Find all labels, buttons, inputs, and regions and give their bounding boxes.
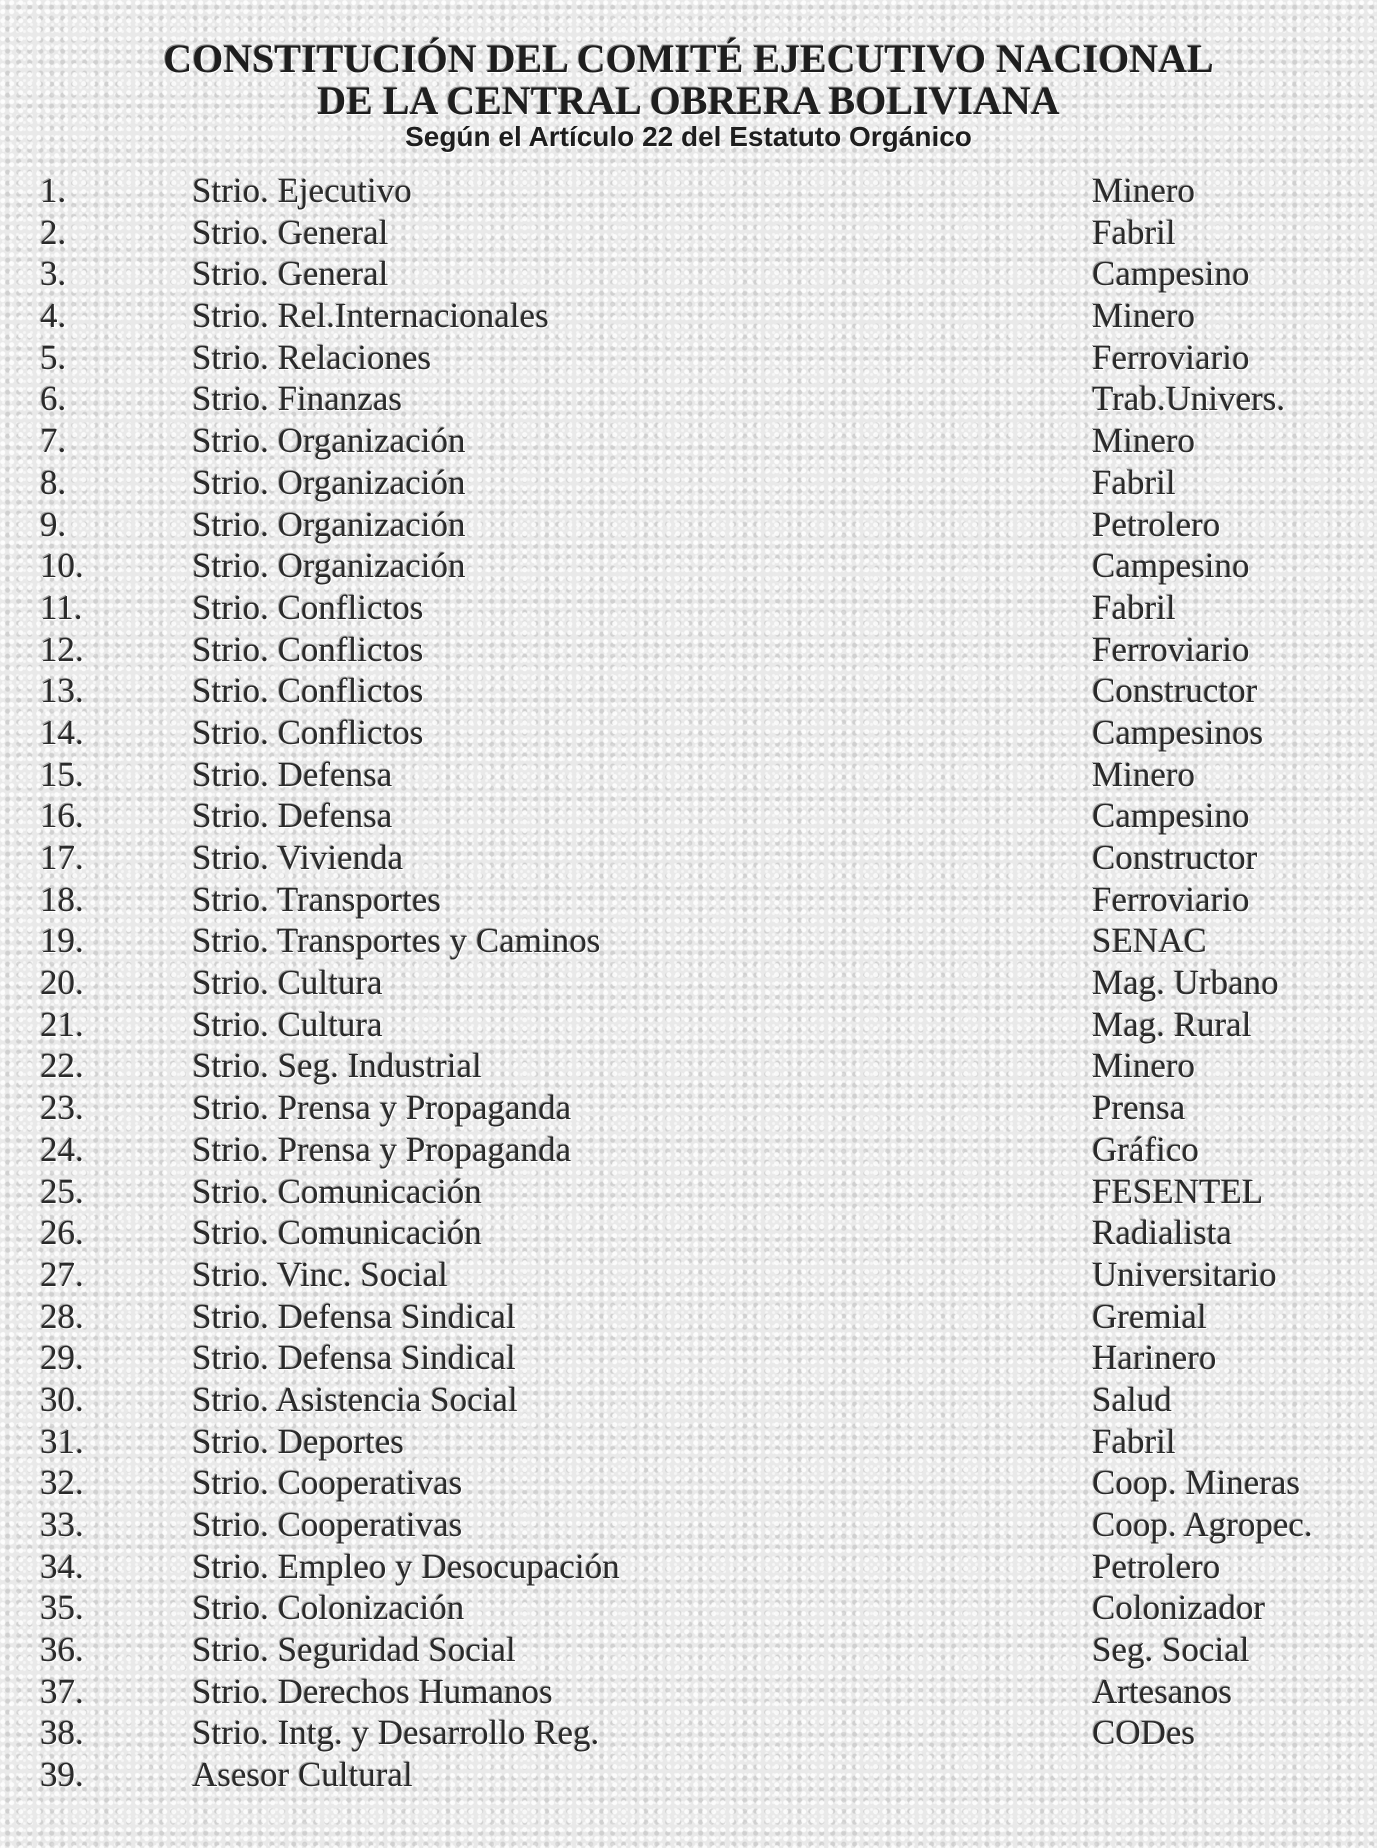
- item-position: Strio. Comunicación: [192, 1171, 482, 1211]
- document-title-line-1: CONSTITUCIÓN DEL COMITÉ EJECUTIVO NACIONAL: [163, 36, 1214, 81]
- item-position: Strio. Vivienda: [192, 838, 404, 877]
- item-sector: Fabril: [1092, 1421, 1176, 1461]
- item-number: 29.: [40, 1338, 84, 1378]
- list-item: [0, 295, 1377, 337]
- item-sector: Campesino: [1092, 546, 1250, 586]
- list-item: [0, 1212, 1377, 1254]
- item-sector: Fabril: [1092, 462, 1176, 502]
- item-position: Strio. Conflictos: [192, 712, 424, 752]
- list-item: [0, 1587, 1377, 1629]
- item-position: Strio. Defensa: [192, 796, 393, 836]
- list-item: [0, 1337, 1377, 1379]
- list-item: [0, 1671, 1377, 1713]
- item-sector: Gráfico: [1092, 1129, 1199, 1169]
- item-position: Strio. Intg. y Desarrollo Reg.: [192, 1713, 600, 1753]
- list-item: [0, 1087, 1377, 1129]
- item-position: Strio. Conflictos: [192, 587, 424, 627]
- list-item: [0, 212, 1377, 254]
- item-number: 20.: [40, 963, 84, 1003]
- item-number: 30.: [40, 1379, 84, 1419]
- item-sector: Constructor: [1092, 838, 1258, 877]
- item-position: Strio. Prensa y Propaganda: [192, 1088, 572, 1128]
- item-number: 22.: [40, 1046, 84, 1086]
- list-item: [0, 1629, 1377, 1671]
- list-item: [0, 1712, 1377, 1754]
- item-position: Strio. Vinc. Social: [192, 1254, 448, 1294]
- item-number: 16.: [40, 796, 84, 836]
- item-position: Strio. Relaciones: [192, 337, 432, 377]
- item-sector: Campesinos: [1092, 712, 1264, 752]
- item-position: Strio. Cultura: [192, 963, 383, 1003]
- item-number: 17.: [40, 838, 84, 877]
- item-position: Strio. Conflictos: [192, 629, 424, 669]
- item-number: 23.: [40, 1088, 84, 1128]
- list-item: [0, 879, 1377, 921]
- item-position: Strio. Defensa: [192, 754, 393, 794]
- item-sector: Campesino: [1092, 796, 1250, 836]
- document-subtitle: Según el Artículo 22 del Estatuto Orgánico: [405, 121, 972, 152]
- item-sector: Trab.Univers.: [1092, 379, 1286, 419]
- item-position: Strio. Defensa Sindical: [192, 1296, 516, 1336]
- item-sector: Gremial: [1092, 1296, 1207, 1336]
- list-item: [0, 420, 1377, 462]
- item-number: 35.: [40, 1588, 84, 1628]
- list-item: [0, 1296, 1377, 1338]
- list-item: [0, 170, 1377, 212]
- item-sector: Coop. Agropec.: [1092, 1505, 1313, 1544]
- item-sector: Minero: [1092, 171, 1196, 210]
- item-number: 28.: [40, 1296, 84, 1336]
- item-position: Strio. Ejecutivo: [192, 171, 412, 210]
- item-number: 1.: [40, 171, 67, 210]
- item-number: 32.: [40, 1463, 84, 1503]
- item-number: 13.: [40, 671, 84, 711]
- list-item: [0, 837, 1377, 879]
- item-position: Strio. Conflictos: [192, 671, 424, 711]
- item-number: 14.: [40, 712, 84, 752]
- list-item: [0, 378, 1377, 420]
- committee-list: [0, 170, 1377, 1796]
- item-position: Strio. Colonización: [192, 1588, 465, 1628]
- item-number: 10.: [40, 546, 84, 586]
- item-position: Strio. Seg. Industrial: [192, 1046, 482, 1086]
- list-item: [0, 545, 1377, 587]
- list-item: [0, 1504, 1377, 1546]
- item-number: 11.: [40, 587, 83, 627]
- list-item: [0, 337, 1377, 379]
- item-sector: Minero: [1092, 296, 1196, 336]
- item-position: Strio. Comunicación: [192, 1213, 482, 1253]
- list-item: [0, 1171, 1377, 1213]
- item-number: 38.: [40, 1713, 84, 1753]
- item-sector: Petrolero: [1092, 1546, 1221, 1586]
- item-sector: Universitario: [1092, 1254, 1277, 1294]
- item-number: 4.: [40, 296, 67, 336]
- item-number: 27.: [40, 1254, 84, 1294]
- list-item: [0, 962, 1377, 1004]
- item-position: Strio. Organización: [192, 504, 466, 544]
- item-position: Strio. Cooperativas: [192, 1505, 463, 1544]
- item-number: 9.: [40, 504, 67, 544]
- list-item: [0, 587, 1377, 629]
- list-item: [0, 795, 1377, 837]
- item-position: Strio. Organización: [192, 462, 466, 502]
- item-number: 2.: [40, 212, 67, 252]
- item-position: Strio. Cooperativas: [192, 1463, 463, 1503]
- item-sector: Minero: [1092, 754, 1196, 794]
- item-position: Strio. Deportes: [192, 1421, 404, 1461]
- item-sector: SENAC: [1092, 921, 1207, 961]
- item-number: 3.: [40, 254, 67, 294]
- item-sector: Ferroviario: [1092, 337, 1250, 377]
- item-sector: CODes: [1092, 1713, 1196, 1753]
- item-position: Strio. Organización: [192, 546, 466, 586]
- item-number: 31.: [40, 1421, 84, 1461]
- item-position: Strio. Organización: [192, 421, 466, 461]
- item-number: 25.: [40, 1171, 84, 1211]
- list-item: [0, 253, 1377, 295]
- item-position: Strio. Defensa Sindical: [192, 1338, 516, 1378]
- item-sector: Salud: [1092, 1379, 1172, 1419]
- item-position: Strio. Prensa y Propaganda: [192, 1129, 572, 1169]
- item-number: 5.: [40, 337, 67, 377]
- item-sector: Seg. Social: [1092, 1630, 1250, 1670]
- item-sector: Minero: [1092, 421, 1196, 461]
- item-position: Strio. Derechos Humanos: [192, 1671, 553, 1711]
- item-position: Strio. Transportes y Caminos: [192, 921, 601, 961]
- item-number: 24.: [40, 1129, 84, 1169]
- item-sector: Ferroviario: [1092, 629, 1250, 669]
- item-sector: Artesanos: [1092, 1671, 1232, 1711]
- list-item: [0, 1129, 1377, 1171]
- item-sector: Constructor: [1092, 671, 1258, 711]
- item-sector: Harinero: [1092, 1338, 1217, 1378]
- item-sector: Radialista: [1092, 1213, 1232, 1253]
- document-title-line-2: DE LA CENTRAL OBRERA BOLIVIANA: [317, 78, 1060, 123]
- list-item: [0, 1379, 1377, 1421]
- item-sector: Fabril: [1092, 587, 1176, 627]
- list-item: [0, 1546, 1377, 1588]
- item-position: Strio. General: [192, 254, 389, 294]
- item-number: 7.: [40, 421, 67, 461]
- item-position: Strio. Empleo y Desocupación: [192, 1546, 620, 1586]
- list-item: [0, 754, 1377, 796]
- list-item: [0, 1421, 1377, 1463]
- item-number: 15.: [40, 754, 84, 794]
- item-position: Strio. General: [192, 212, 389, 252]
- list-item: [0, 1045, 1377, 1087]
- list-item: [0, 920, 1377, 962]
- item-position: Strio. Transportes: [192, 879, 441, 919]
- item-sector: Colonizador: [1092, 1588, 1266, 1628]
- item-position: Strio. Asistencia Social: [192, 1379, 518, 1419]
- item-number: 26.: [40, 1213, 84, 1253]
- item-sector: Petrolero: [1092, 504, 1221, 544]
- item-sector: FESENTEL: [1092, 1171, 1264, 1211]
- item-sector: Minero: [1092, 1046, 1196, 1086]
- item-number: 8.: [40, 462, 67, 502]
- item-position: Strio. Cultura: [192, 1004, 383, 1044]
- item-sector: Fabril: [1092, 212, 1176, 252]
- item-number: 37.: [40, 1671, 84, 1711]
- list-item: [0, 1754, 1377, 1796]
- list-item: [0, 1254, 1377, 1296]
- item-sector: Ferroviario: [1092, 879, 1250, 919]
- list-item: [0, 462, 1377, 504]
- item-number: 19.: [40, 921, 84, 961]
- item-sector: Prensa: [1092, 1088, 1186, 1128]
- item-sector: Campesino: [1092, 254, 1250, 294]
- item-position: Strio. Finanzas: [192, 379, 402, 419]
- list-item: [0, 504, 1377, 546]
- item-position: Strio. Rel.Internacionales: [192, 296, 549, 336]
- item-position: Asesor Cultural: [192, 1755, 413, 1795]
- list-item: [0, 1462, 1377, 1504]
- item-number: 39.: [40, 1755, 84, 1795]
- list-item: [0, 1004, 1377, 1046]
- list-item: [0, 712, 1377, 754]
- item-number: 36.: [40, 1630, 84, 1670]
- item-sector: Mag. Urbano: [1092, 963, 1279, 1003]
- item-number: 34.: [40, 1546, 84, 1586]
- list-item: [0, 670, 1377, 712]
- item-number: 6.: [40, 379, 67, 419]
- item-sector: Coop. Mineras: [1092, 1463, 1301, 1503]
- list-item: [0, 629, 1377, 671]
- item-position: Strio. Seguridad Social: [192, 1630, 516, 1670]
- item-sector: Mag. Rural: [1092, 1004, 1252, 1044]
- item-number: 18.: [40, 879, 84, 919]
- item-number: 33.: [40, 1505, 84, 1544]
- item-number: 12.: [40, 629, 84, 669]
- item-number: 21.: [40, 1004, 84, 1044]
